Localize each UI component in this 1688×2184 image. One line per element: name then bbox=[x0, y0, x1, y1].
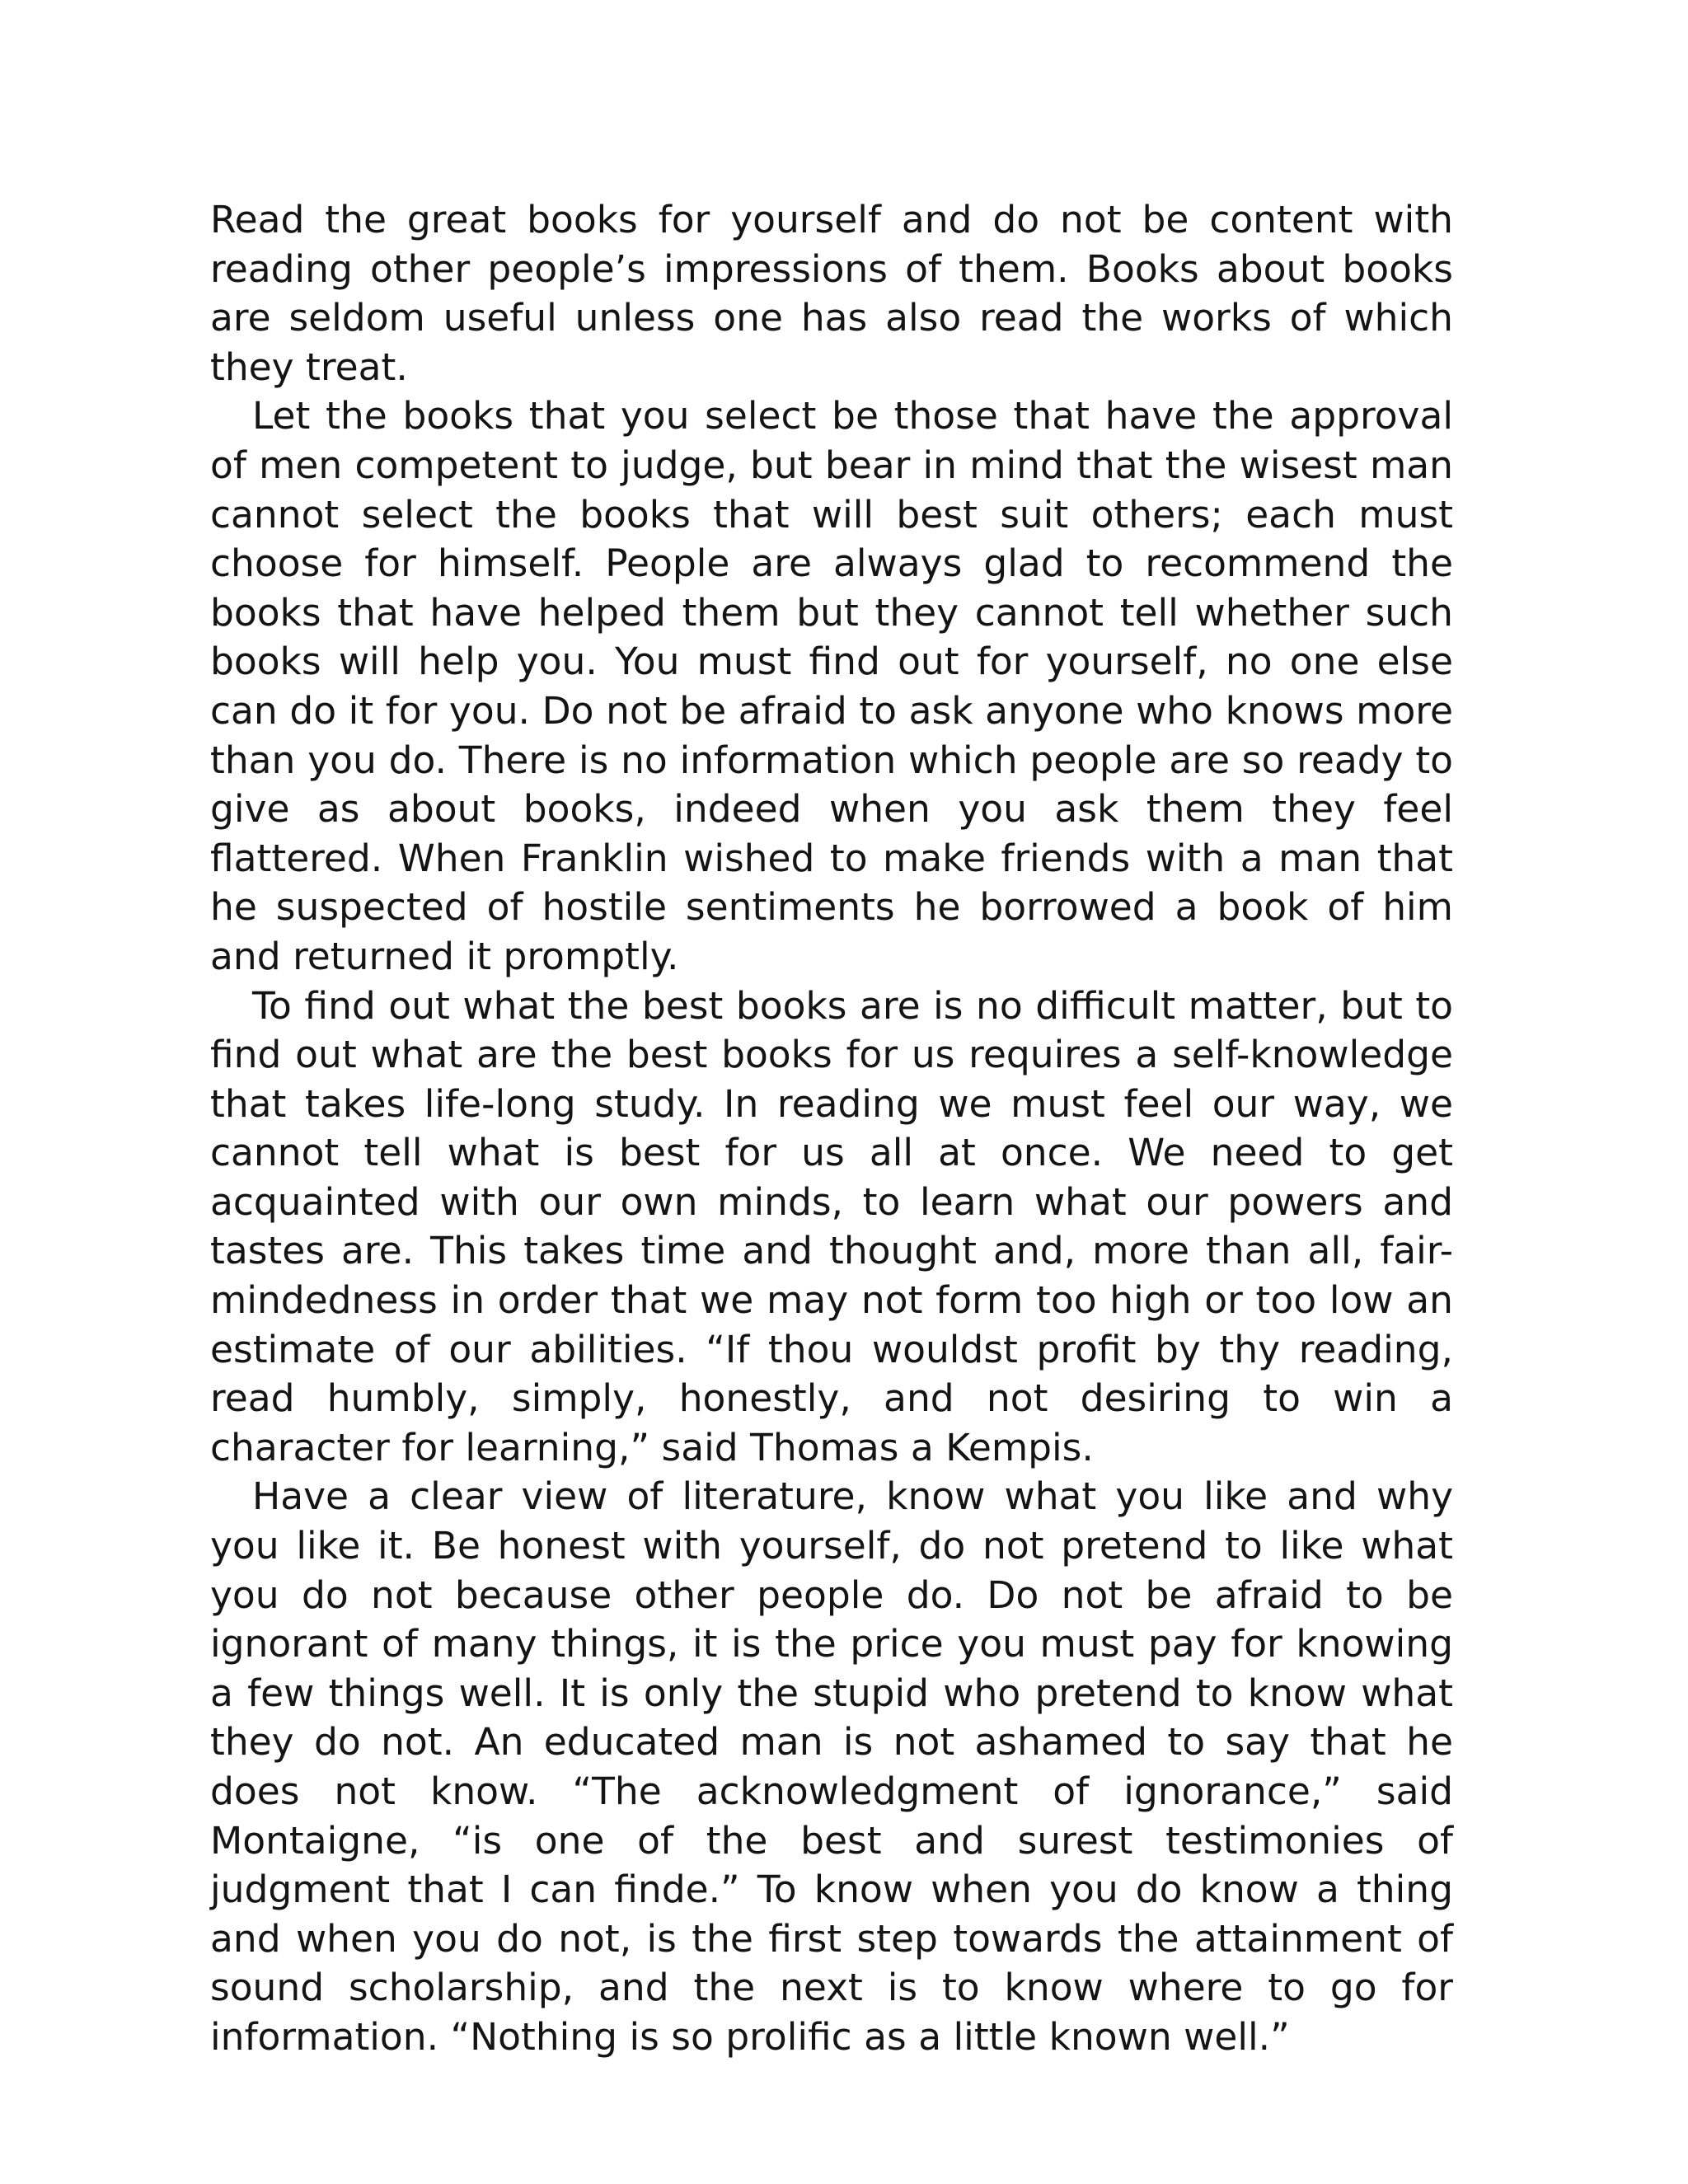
paragraph-1: Read the great books for yourself and do not be content with reading other people’s impressions of them. Books about books are seldom useful unless one has also read the works of which they treat. bbox=[210, 198, 1453, 389]
paragraph-2: Let the books that you select be those that have the approval of men competent to judge, but bear in mind that the wisest man cannot select the books that will best suit others; each must choose for himself. People are always glad to recommend the books that have helped them but they cannot tell whether such books will help you. You must find out for yourself, no one else can do it for you. Do not be afraid to ask anyone who knows more than you do. There is no information which people are so ready to give as about books, indeed when you ask them they feel flattered. When Franklin wished to make friends with a man that he suspected of hostile sentiments he borrowed a book of him and returned it promptly. bbox=[210, 394, 1453, 978]
paragraph-4: Have a clear view of literature, know what you like and why you like it. Be honest with yourself, do not pretend to like what you do not because other people do. Do not be afraid to be ignorant of many things, it is the price you must pay for knowing a few things well. It is only the stupid who pretend to know what they do not. An educated man is not ashamed to say that he does not know. “The acknowledgment of ignorance,” said Montaigne, “is one of the best and surest testimonies of judgment that I can finde.” To know when you do know a thing and when you do not, is the first step towards the attainment of sound scholarship, and the next is to know where to go for information. “Nothing is so prolific as a little known well.” bbox=[210, 1474, 1453, 2059]
body-text bbox=[210, 195, 1453, 2062]
paragraph-3: To find out what the best books are is no difficult matter, but to find out what are the best books for us requires a self-knowledge that takes life-long study. In reading we must feel our way, we cannot tell what is best for us all at once. We need to get acquainted with our own minds, to learn what our powers and tastes are. This takes time and thought and, more than all, fair-mindedness in order that we may not form too high or too low an estimate of our abilities. “If thou wouldst profit by thy reading, read humbly, simply, honestly, and not desiring to win a character for learning,” said Thomas a Kempis. bbox=[210, 983, 1453, 1469]
